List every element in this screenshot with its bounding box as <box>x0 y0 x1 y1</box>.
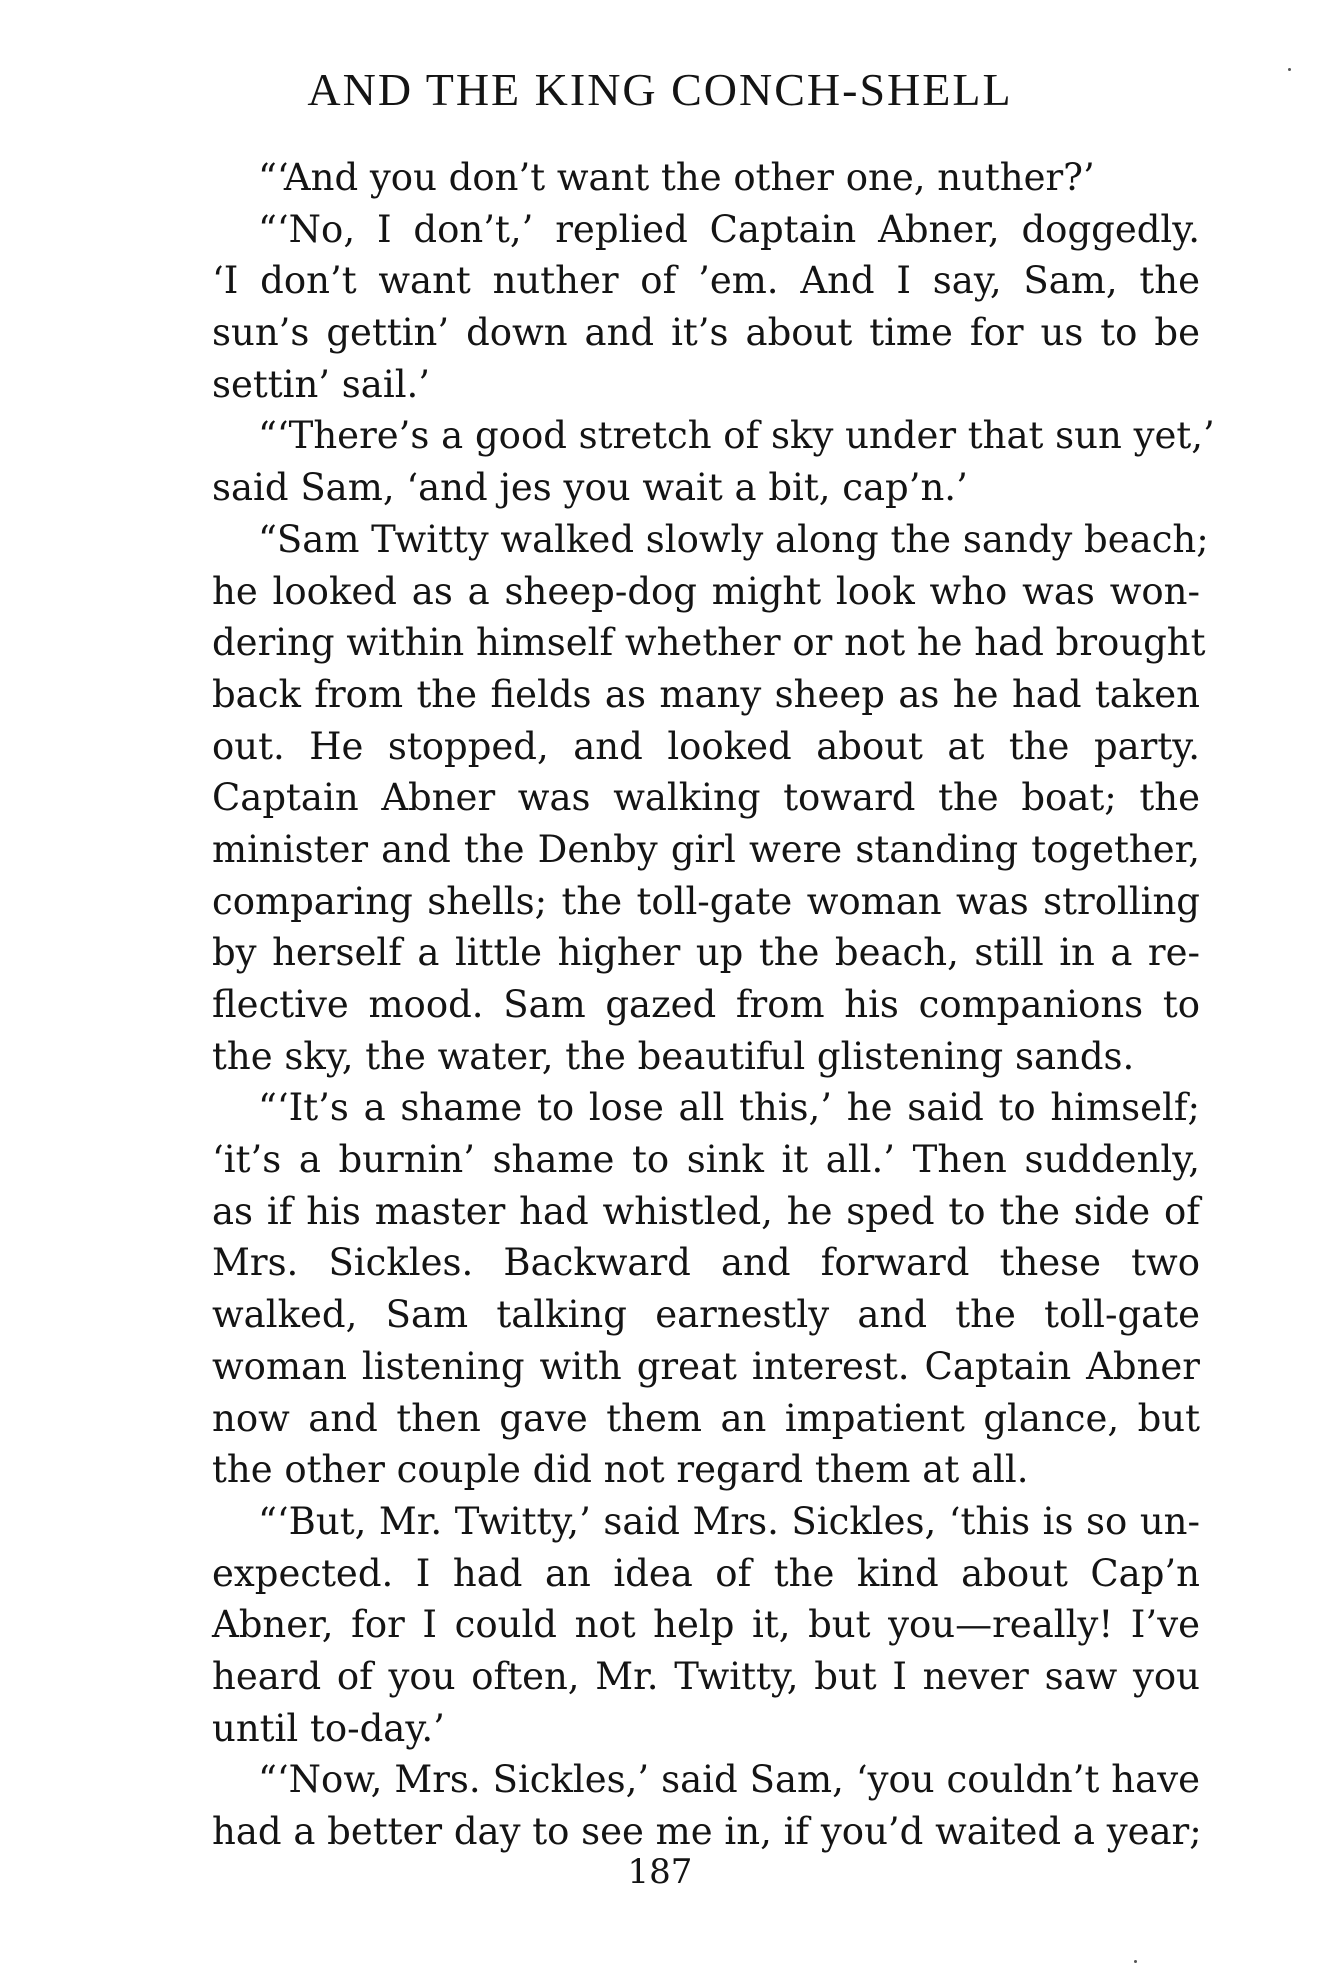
text-line: said Sam, ‘and jes you wait a bit, cap’n.’ <box>212 466 968 510</box>
text-line: woman listening with great interest. Captain Abner <box>212 1344 1200 1388</box>
text-line: “‘No, I don’t,’ replied Captain Abner, doggedly. <box>258 207 1200 251</box>
text-line: sun’s gettin’ down and it’s about time for us to be <box>212 311 1200 355</box>
text-line: he looked as a sheep-dog might look who was won- <box>212 569 1200 613</box>
text-line: had a better day to see me in, if you’d waited a year; <box>212 1810 1202 1853</box>
text-line: now and then gave them an impatient glance, but <box>212 1396 1200 1440</box>
text-line: Captain Abner was walking toward the boat; the <box>212 776 1200 820</box>
text-line: walked, Sam talking earnestly and the toll-gate <box>212 1293 1200 1337</box>
text-line: heard of you often, Mr. Twitty, but I never saw you <box>212 1654 1200 1698</box>
text-line: as if his master had whistled, he sped to the side of <box>212 1189 1200 1233</box>
text-line: “‘It’s a shame to lose all this,’ he said to himself; <box>258 1086 1200 1130</box>
text-line: expected. I had an idea of the kind about Cap’n <box>212 1551 1200 1595</box>
page-number: 187 <box>627 1852 693 1892</box>
text-line: dering within himself whether or not he had brought <box>212 621 1206 665</box>
text-line: “‘And you don’t want the other one, nuther?’ <box>258 156 1095 199</box>
text-line: Mrs. Sickles. Backward and forward these two <box>212 1241 1200 1285</box>
text-line: “‘Now, Mrs. Sickles,’ said Sam, ‘you couldn’t have <box>258 1758 1200 1802</box>
running-head: AND THE KING CONCH-SHELL <box>307 64 1013 115</box>
text-line: minister and the Denby girl were standing together, <box>212 827 1200 871</box>
text-line: “Sam Twitty walked slowly along the sandy beach; <box>258 517 1209 561</box>
text-line: comparing shells; the toll-gate woman was strolling <box>212 879 1200 923</box>
text-line: the other couple did not regard them at all. <box>212 1448 1029 1492</box>
text-line: flective mood. Sam gazed from his companions to <box>212 983 1200 1026</box>
text-line: out. He stopped, and looked about at the party. <box>212 724 1200 768</box>
text-line: by herself a little higher up the beach, still in a re- <box>212 931 1200 975</box>
text-line: the sky, the water, the beautiful glistening sands. <box>212 1034 1135 1078</box>
paper-speck <box>1134 1960 1137 1963</box>
text-line: “‘There’s a good stretch of sky under that sun yet,’ <box>258 414 1215 458</box>
text-line: until to-day.’ <box>212 1706 445 1750</box>
text-line: “‘But, Mr. Twitty,’ said Mrs. Sickles, ‘this is so un- <box>258 1499 1200 1543</box>
paper-speck <box>1288 68 1291 71</box>
text-line: Abner, for I could not help it, but you—really! I’ve <box>212 1603 1200 1647</box>
text-line: ‘I don’t want nuther of ’em. And I say, Sam, the <box>212 259 1200 303</box>
body-text <box>212 152 1215 1858</box>
text-line: settin’ sail.’ <box>212 362 431 406</box>
text-line: ‘it’s a burnin’ shame to sink it all.’ Then suddenly, <box>212 1138 1200 1182</box>
text-line: back from the fields as many sheep as he had taken <box>212 672 1200 716</box>
